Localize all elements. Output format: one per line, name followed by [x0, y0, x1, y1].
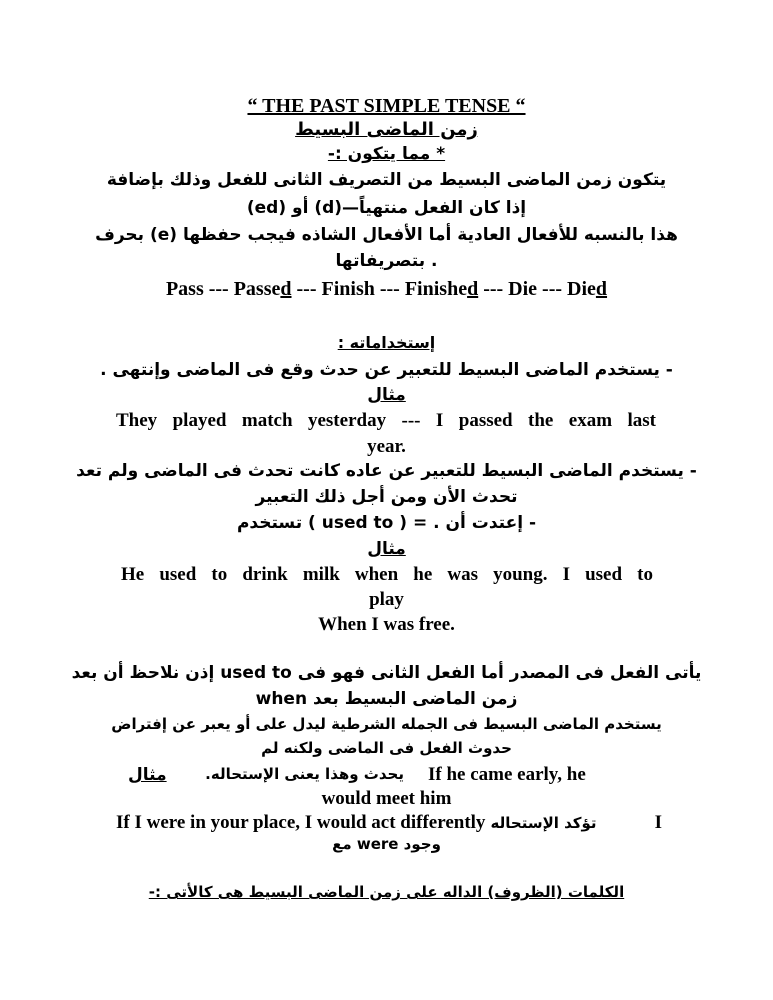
- note-line-2: زمن الماضى البسيط بعد when: [255, 689, 518, 709]
- uses-heading: إستخداماته :: [337, 333, 436, 352]
- use-3-line-3: يحدث وهذا يعنى الإستحاله.: [205, 765, 404, 783]
- use3-example-line-3: If I were in your place, I would act differently تؤكد الإستحاله I: [116, 812, 662, 833]
- formation-line-3: هذا بالنسبه للأفعال العادية أما الأفعال الشاذه فيجب حفظها (e) بحرف: [95, 225, 678, 245]
- use-1: - يستخدم الماضى البسيط للتعبير عن حدث وقع فى الماضى وإنتهى .: [100, 360, 673, 380]
- example-label-2: مثال: [367, 539, 406, 559]
- use-3-line-2: حدوث الفعل فى الماضى ولكنه لم: [261, 739, 512, 757]
- use2-example-line-3: When I was free.: [318, 614, 455, 635]
- use2-example-line-2: play: [369, 589, 404, 610]
- example-die: --- Die --- Die: [478, 278, 596, 300]
- use3-example-line-1: If he came early, he: [428, 764, 586, 785]
- use-3-line-1: يستخدم الماضى البسيط فى الجمله الشرطية ليدل على أو يعبر عن إفتراض: [111, 715, 662, 733]
- verb-examples-line: [0, 278, 773, 301]
- use2-example-line-1: He used to drink milk when he was young. I used to: [121, 564, 653, 585]
- page-title-arabic: زمن الماضى البسيط: [295, 119, 478, 140]
- adverbs-heading: الكلمات (الظروف) الداله على زمن الماضى البسيط هى كالأتى :-: [148, 883, 625, 901]
- note-line-1: يأتى الفعل فى المصدر أما الفعل الثانى فهو فى used to إذن نلاحظ أن بعد: [71, 663, 702, 683]
- example-die-suffix: d: [595, 278, 608, 300]
- formation-line-4: . بتصريفاتها: [335, 251, 438, 271]
- use3-example-line-2: would meet him: [321, 788, 452, 809]
- example-finish: --- Finish --- Finishe: [291, 278, 468, 300]
- example-pass-suffix: d: [280, 278, 292, 300]
- formation-line-1: يتكون زمن الماضى البسيط من التصريف الثانى للفعل وذلك بإضافة: [106, 170, 667, 190]
- example-finish-suffix: d: [467, 278, 479, 300]
- use-2-line-1: - يستخدم الماضى البسيط للتعبير عن عاده كانت تحدث فى الماضى ولم تعد: [76, 461, 697, 481]
- example-pass: Pass --- Passe: [165, 278, 281, 300]
- use1-example-line-2: year.: [367, 436, 406, 457]
- page-title: “ THE PAST SIMPLE TENSE “: [247, 95, 526, 117]
- use1-example-line-1: They played match yesterday --- I passed the exam last: [116, 410, 656, 431]
- use-2-line-3: - إعتدت أن . = ( used to ) تستخدم: [236, 513, 537, 533]
- use-2-line-2: تحدث الأن ومن أجل ذلك التعبير: [255, 487, 518, 507]
- example-label-1: مثال: [367, 385, 406, 405]
- formation-heading: * مما يتكون :-: [327, 144, 446, 164]
- formation-line-2: إذا كان الفعل منتهياً—(d) أو (ed): [246, 198, 527, 218]
- use-3-last-line: وجود were مع: [332, 835, 441, 853]
- example-label-3: مثال: [128, 765, 167, 785]
